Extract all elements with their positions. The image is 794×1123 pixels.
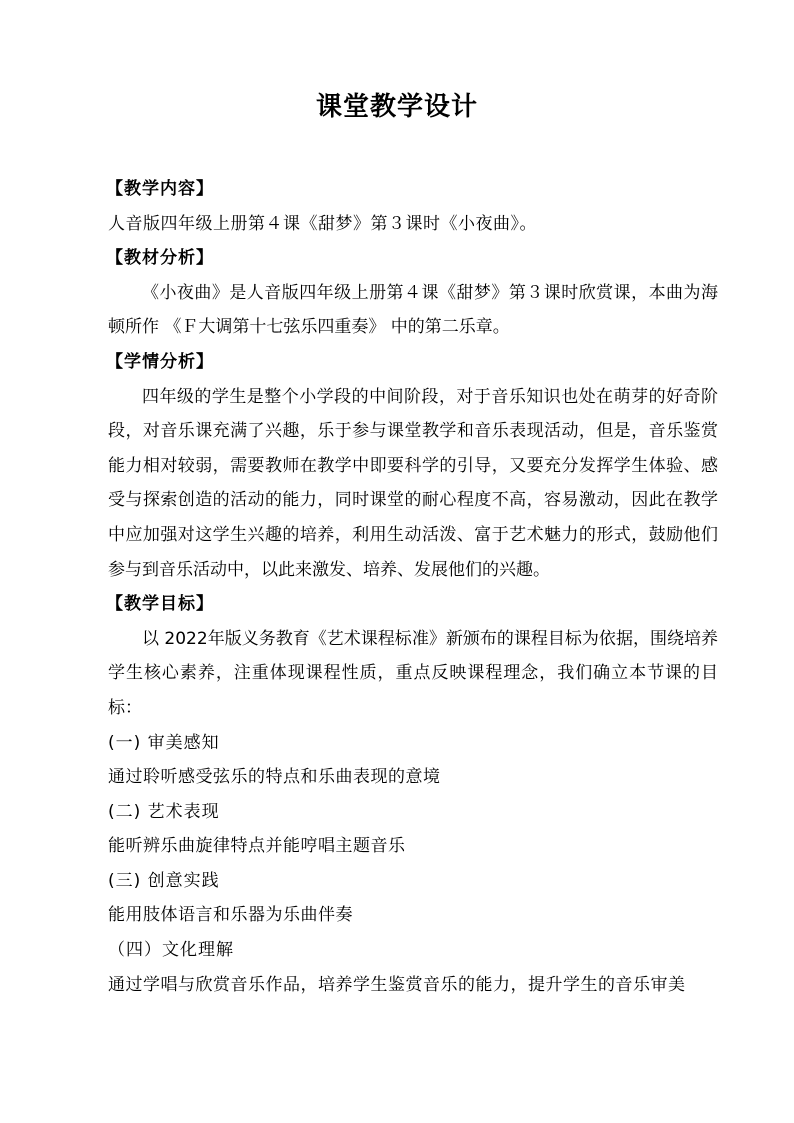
document-body	[108, 172, 718, 1002]
section-text-material: 《小夜曲》是人音版四年级上册第４课《甜梦》第３课时欣赏课，本曲为海顿所作 《Ｆ大调第十七弦乐四重奏》 中的第二乐章。	[108, 282, 718, 338]
document-title: 课堂教学设计	[315, 92, 478, 122]
goal-item-text: 能听辨乐曲旋律特点并能哼唱主题音乐	[108, 836, 406, 857]
goal-item-text: 通过学唱与欣赏音乐作品，培养学生鉴赏音乐的能力，提升学生的音乐审美	[108, 974, 686, 995]
goal-item-title: (一) 审美感知	[108, 732, 220, 753]
section-heading-students: 【学情分析】	[106, 351, 214, 372]
section-text-goals-intro: 以 2022年版义务教育《艺术课程标准》新颁布的课程目标为依据，围绕培养学生核心素养，注重体现课程性质，重点反映课程理念，我们确立本节课的目标：	[108, 628, 718, 718]
section-heading-content: 【教学内容】	[106, 179, 214, 199]
section-heading-material: 【教材分析】	[106, 248, 214, 269]
goal-item-title: （四）文化理解	[108, 940, 234, 961]
section-heading-goals: 【教学目标】	[106, 594, 214, 615]
goal-item-title: (二) 艺术表现	[108, 801, 220, 822]
goal-item-text: 通过聆听感受弦乐的特点和乐曲表现的意境	[108, 767, 441, 788]
section-text-content: 人音版四年级上册第４课《甜梦》第３课时《小夜曲》。	[108, 213, 537, 234]
goal-item-title: (三) 创意实践	[108, 870, 220, 891]
section-text-students: 四年级的学生是整个小学段的中间阶段，对于音乐知识也处在萌芽的好奇阶段，对音乐课充满了兴趣，乐于参与课堂教学和音乐表现活动，但是，音乐鉴赏能力相对较弱，需要教师在教学中即要科学的引导，又要充分发挥学生体验、感受与探索创造的活动的能力，同时课堂的耐心程度不高，容易激动，因此在教学中应加强对这学生兴趣的培养，利用生动活泼、富于艺术魅力的形式，鼓励他们参与到音乐活动中，以此来激发、培养、发展他们的兴趣。	[108, 386, 718, 580]
goal-item-text: 能用肢体语言和乐器为乐曲伴奏	[108, 905, 353, 926]
